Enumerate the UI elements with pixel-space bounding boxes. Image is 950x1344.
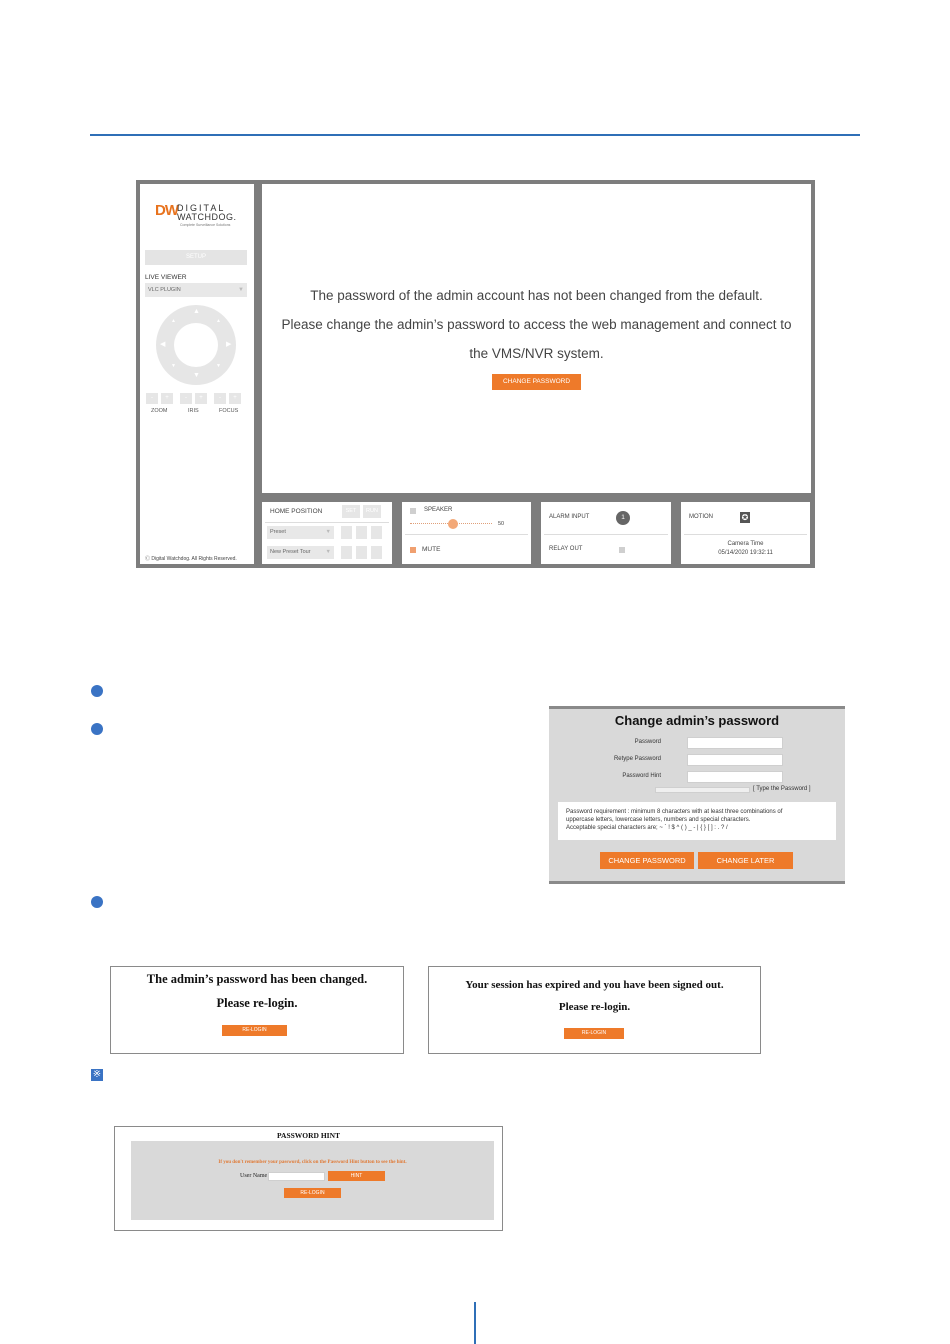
password-hint-message: If you don't remember your password, click on the Password Hint button to see the hint. [218, 1160, 407, 1165]
retype-password-label: Retype Password [613, 756, 661, 762]
chevron-down-icon: ▼ [325, 529, 331, 535]
requirement-line3: Acceptable special characters are; ~ ` ! $ ^ ( ) _ - | { } [ ] : . ? / [566, 825, 728, 831]
camera-time-label: Camera Time [727, 541, 764, 547]
divider [684, 534, 807, 535]
setup-button[interactable]: SETUP [145, 250, 247, 265]
hint-relogin-button[interactable]: RE-LOGIN [284, 1188, 341, 1198]
password-field[interactable] [687, 737, 783, 749]
divider [544, 534, 668, 535]
password-hint-field[interactable] [687, 771, 783, 783]
note-icon: ※ [92, 1069, 102, 1080]
chevron-down-icon: ▼ [325, 549, 331, 555]
default-password-message-line1: The password of the admin account has not been changed from the default. [310, 288, 763, 303]
live-viewer-value: VLC PLUGIN [148, 287, 181, 293]
home-run-button[interactable]: RUN [363, 505, 381, 518]
preset-value: Preset [270, 529, 286, 535]
hint-button[interactable]: HINT [328, 1171, 385, 1181]
arrow-up-left-icon[interactable]: ▲ [171, 318, 176, 324]
change-later-button[interactable]: CHANGE LATER [698, 852, 793, 869]
bullet-1 [91, 685, 103, 697]
iris-open-button[interactable]: + [195, 393, 207, 404]
dialog-change-password-button[interactable]: CHANGE PASSWORD [600, 852, 694, 869]
copyright: Ⓒ Digital Watchdog. All Rights Reserved. [145, 556, 237, 562]
camera-time-value: 05/14/2020 19:32:11 [718, 550, 773, 556]
password-hint-label: Password Hint [622, 773, 661, 779]
speaker-panel [402, 502, 531, 564]
dialog-title: Change admin’s password [614, 713, 780, 728]
arrow-down-right-icon[interactable]: ▼ [216, 363, 221, 369]
home-position-label: HOME POSITION [270, 508, 323, 515]
home-set-button[interactable]: SET [342, 505, 360, 518]
password-changed-message: The admin’s password has been changed. [146, 972, 368, 986]
preset-select[interactable] [267, 526, 334, 539]
speaker-volume-value: 50 [498, 521, 505, 527]
live-viewer-label: LIVE VIEWER [145, 274, 187, 281]
bullet-2 [91, 723, 103, 735]
iris-label: IRIS [188, 408, 199, 414]
user-name-field[interactable] [268, 1172, 325, 1181]
default-password-message-line2: Please change the admin’s password to access the web management and connect to [281, 317, 792, 332]
session-expired-relogin-text: Please re-login. [558, 1001, 631, 1013]
preset-button-3[interactable] [371, 526, 382, 539]
live-viewer-select[interactable] [145, 283, 247, 297]
alarm-input-indicator: 1 [616, 511, 630, 525]
speaker-label: SPEAKER [424, 507, 453, 513]
divider [405, 534, 528, 535]
header-rule [90, 134, 860, 136]
digital-watchdog-logo [155, 202, 240, 228]
arrow-right-icon[interactable]: ▶ [226, 341, 232, 348]
zoom-in-button[interactable]: + [161, 393, 173, 404]
relay-out-toggle[interactable] [619, 547, 625, 553]
user-name-label: User Name [240, 1173, 268, 1179]
speaker-volume-handle[interactable] [448, 519, 458, 529]
alarm-input-label: ALARM INPUT [549, 514, 590, 520]
motion-running-icon: ✪ [741, 513, 749, 522]
motion-label: MOTION [689, 514, 713, 520]
logo-mark: DW [155, 202, 178, 219]
iris-close-button[interactable]: - [180, 393, 192, 404]
requirement-line1: Password requirement : minimum 8 characters with at least three combinations of [566, 809, 783, 815]
tour-button-1[interactable] [341, 546, 352, 559]
default-password-message-line3: the VMS/NVR system. [469, 346, 604, 361]
password-strength-text: [ Type the Password ] [753, 786, 811, 792]
chevron-down-icon: ▼ [238, 287, 244, 293]
divider [265, 522, 389, 523]
change-admin-password-dialog [549, 706, 845, 884]
preset-button-2[interactable] [356, 526, 367, 539]
password-changed-relogin-text: Please re-login. [216, 996, 298, 1010]
logo-line1: DIGITAL [177, 203, 226, 213]
relay-out-label: RELAY OUT [549, 546, 583, 552]
session-relogin-button[interactable]: RE-LOGIN [564, 1028, 624, 1039]
arrow-up-right-icon[interactable]: ▲ [216, 318, 221, 324]
logo-tagline: Complete Surveillance Solutions [180, 223, 231, 227]
tour-button-3[interactable] [371, 546, 382, 559]
zoom-label: ZOOM [151, 408, 168, 414]
arrow-down-icon[interactable]: ▼ [193, 372, 200, 379]
retype-password-field[interactable] [687, 754, 783, 766]
tour-button-2[interactable] [356, 546, 367, 559]
requirement-line2: uppercase letters, lowercase letters, numbers and special characters. [566, 817, 751, 823]
preset-button-1[interactable] [341, 526, 352, 539]
mute-checkbox[interactable] [410, 547, 416, 553]
mute-label: MUTE [422, 546, 441, 553]
video-viewer [262, 184, 811, 493]
relogin-button[interactable]: RE-LOGIN [222, 1025, 287, 1036]
focus-near-button[interactable]: - [214, 393, 226, 404]
arrow-left-icon[interactable]: ◀ [160, 341, 166, 348]
speaker-checkbox[interactable] [410, 508, 416, 514]
preset-tour-select[interactable] [267, 546, 334, 559]
logo-line2: WATCHDOG. [177, 212, 237, 222]
footer-rule [474, 1302, 476, 1344]
focus-far-button[interactable]: + [229, 393, 241, 404]
preset-tour-value: New Preset Tour [270, 549, 311, 555]
password-hint-title: PASSWORD HINT [277, 1131, 340, 1140]
arrow-up-icon[interactable]: ▲ [193, 308, 200, 315]
password-label: Password [634, 739, 661, 745]
zoom-out-button[interactable]: - [146, 393, 158, 404]
focus-label: FOCUS [219, 408, 239, 414]
arrow-down-left-icon[interactable]: ▼ [171, 363, 176, 369]
alarm-relay-panel [541, 502, 671, 564]
ptz-center [174, 323, 218, 367]
session-expired-message: Your session has expired and you have been signed out. [465, 979, 724, 991]
change-password-button[interactable]: CHANGE PASSWORD [492, 374, 581, 390]
password-strength-bar [655, 787, 750, 793]
bullet-3 [91, 896, 103, 908]
